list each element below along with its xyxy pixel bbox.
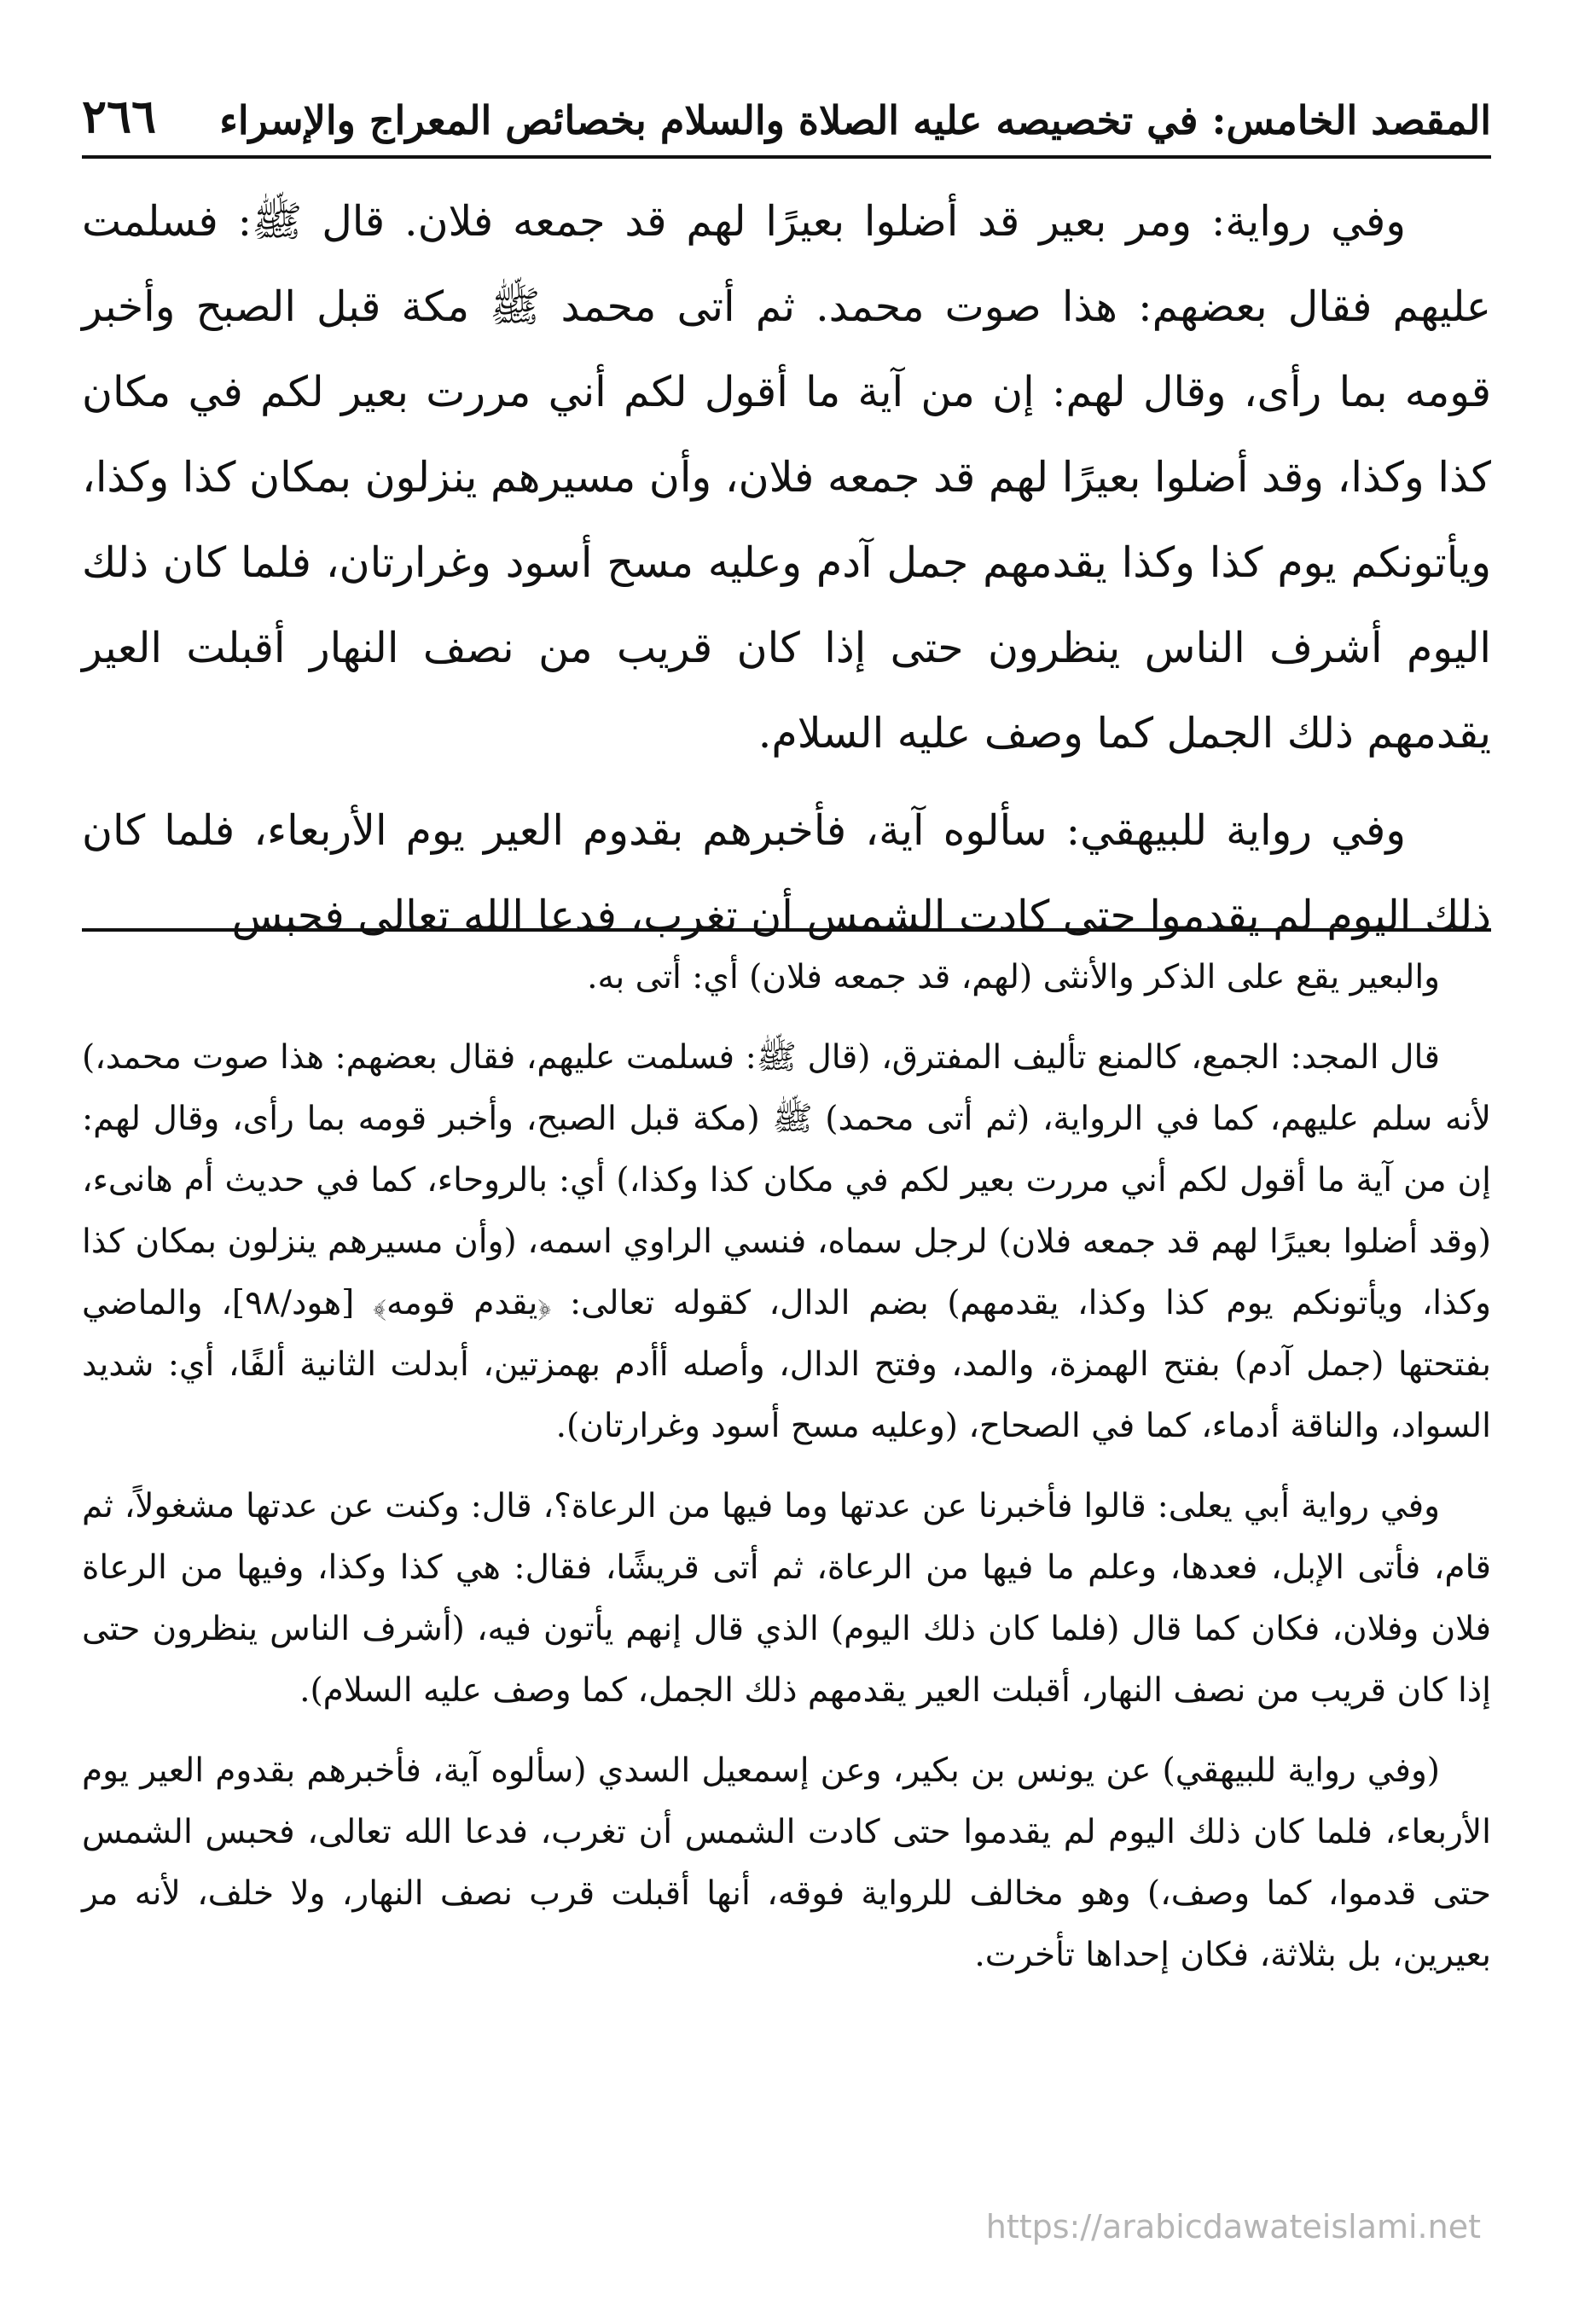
commentary-paragraph: وفي رواية أبي يعلى: قالوا فأخبرنا عن عدتها وما فيها من الرعاة؟، قال: وكنت عن عدتها مشغولاً، ثم قام، فأتى الإبل، فعدها، وعلم ما فيها من الرعاة، ثم أتى قريشًا، فقال: هي كذا وكذا، وفيها من الرعاة فلان وفلان، فكان كما قال (فلما كان ذلك اليوم) الذي قال إنهم يأتون فيه، (أشرف الناس ينظرون حتى إذا كان قريب من نصف النهار، أقبلت العير يقدمهم ذلك الجمل، كما وصف عليه السلام). <box>82 1487 1492 1710</box>
watermark-url: https://arabicdawateislami.net <box>985 2208 1481 2246</box>
commentary-paragraph: قال المجد: الجمع، كالمنع تأليف المفترق، (قال ﷺ: فسلمت عليهم، فقال بعضهم: هذا صوت محمد،) لأنه سلم عليهم، كما في الرواية، (ثم أتى محمد) ﷺ (مكة قبل الصبح، وأخبر قومه بما رأى، وقال لهم: إن من آية ما أقول لكم أني مررت بعير لكم في مكان كذا وكذا،) أي: بالروحاء، كما في حديث أم هانىء، (وقد أضلوا بعيرًا لهم قد جمعه فلان) لرجل سماه، فنسي الراوي اسمه، (وأن مسيرهم ينزلون بمكان كذا وكذا، ويأتونكم يوم كذا وكذا، يقدمهم) بضم الدال، كقوله تعالى: ﴿يقدم قومه﴾ [هود/٩٨]، والماضي بفتحتها (جمل آدم) بفتح الهمزة، والمد، وفتح الدال، وأصله أأدم بهمزتين، أبدلت الثانية ألفًا، أي: شديد السواد، والناقة أدماء، كما في الصحاح، (وعليه مسح أسود وغرارتان). <box>82 1038 1492 1445</box>
page-number: ٢٦٦ <box>82 89 157 143</box>
main-paragraph: وفي رواية للبيهقي: سألوه آية، فأخبرهم بقدوم العير يوم الأربعاء، فلما كان ذلك اليوم لم يقدموا حتى كادت الشمس أن تغرب، فدعا الله تعالى فحبس <box>82 806 1491 940</box>
commentary-paragraph: (وفي رواية للبيهقي) عن يونس بن بكير، وعن إسمعيل السدي (سألوه آية، فأخبرهم بقدوم العير يوم الأربعاء، فلما كان ذلك اليوم لم يقدموا حتى كادت الشمس أن تغرب، فدعا الله تعالى، فحبس الشمس حتى قدموا، كما وصف،) وهو مخالف للرواية فوقه، أنها أقبلت قرب نصف النهار، ولا خلف، لأنه مر بعيرين، بل بثلاثة، فكان إحداها تأخرت. <box>82 1752 1491 1974</box>
footnote-divider <box>82 928 1491 932</box>
commentary-paragraph: والبعير يقع على الذكر والأنثى (لهم، قد جمعه فلان) أي: أتى به. <box>587 958 1440 996</box>
main-text <box>82 179 1491 959</box>
page-header <box>82 82 1491 159</box>
running-head: المقصد الخامس: في تخصيصه عليه الصلاة والسلام بخصائص المعراج والإسراء <box>219 97 1491 143</box>
commentary <box>82 947 1491 1986</box>
main-paragraph: وفي رواية: ومر بعير قد أضلوا بعيرًا لهم قد جمعه فلان. قال ﷺ: فسلمت عليهم فقال بعضهم: هذا صوت محمد. ثم أتى محمد ﷺ مكة قبل الصبح وأخبر قومه بما رأى، وقال لهم: إن من آية ما أقول لكم أني مررت بعير لكم في مكان كذا وكذا، وقد أضلوا بعيرًا لهم قد جمعه فلان، وأن مسيرهم ينزلون بمكان كذا وكذا، ويأتونكم يوم كذا وكذا يقدمهم جمل آدم وعليه مسح أسود وغرارتان، فلما كان ذلك اليوم أشرف الناس ينظرون حتى إذا كان قريب من نصف النهار أقبلت العير يقدمهم ذلك الجمل كما وصف عليه السلام. <box>82 197 1491 758</box>
